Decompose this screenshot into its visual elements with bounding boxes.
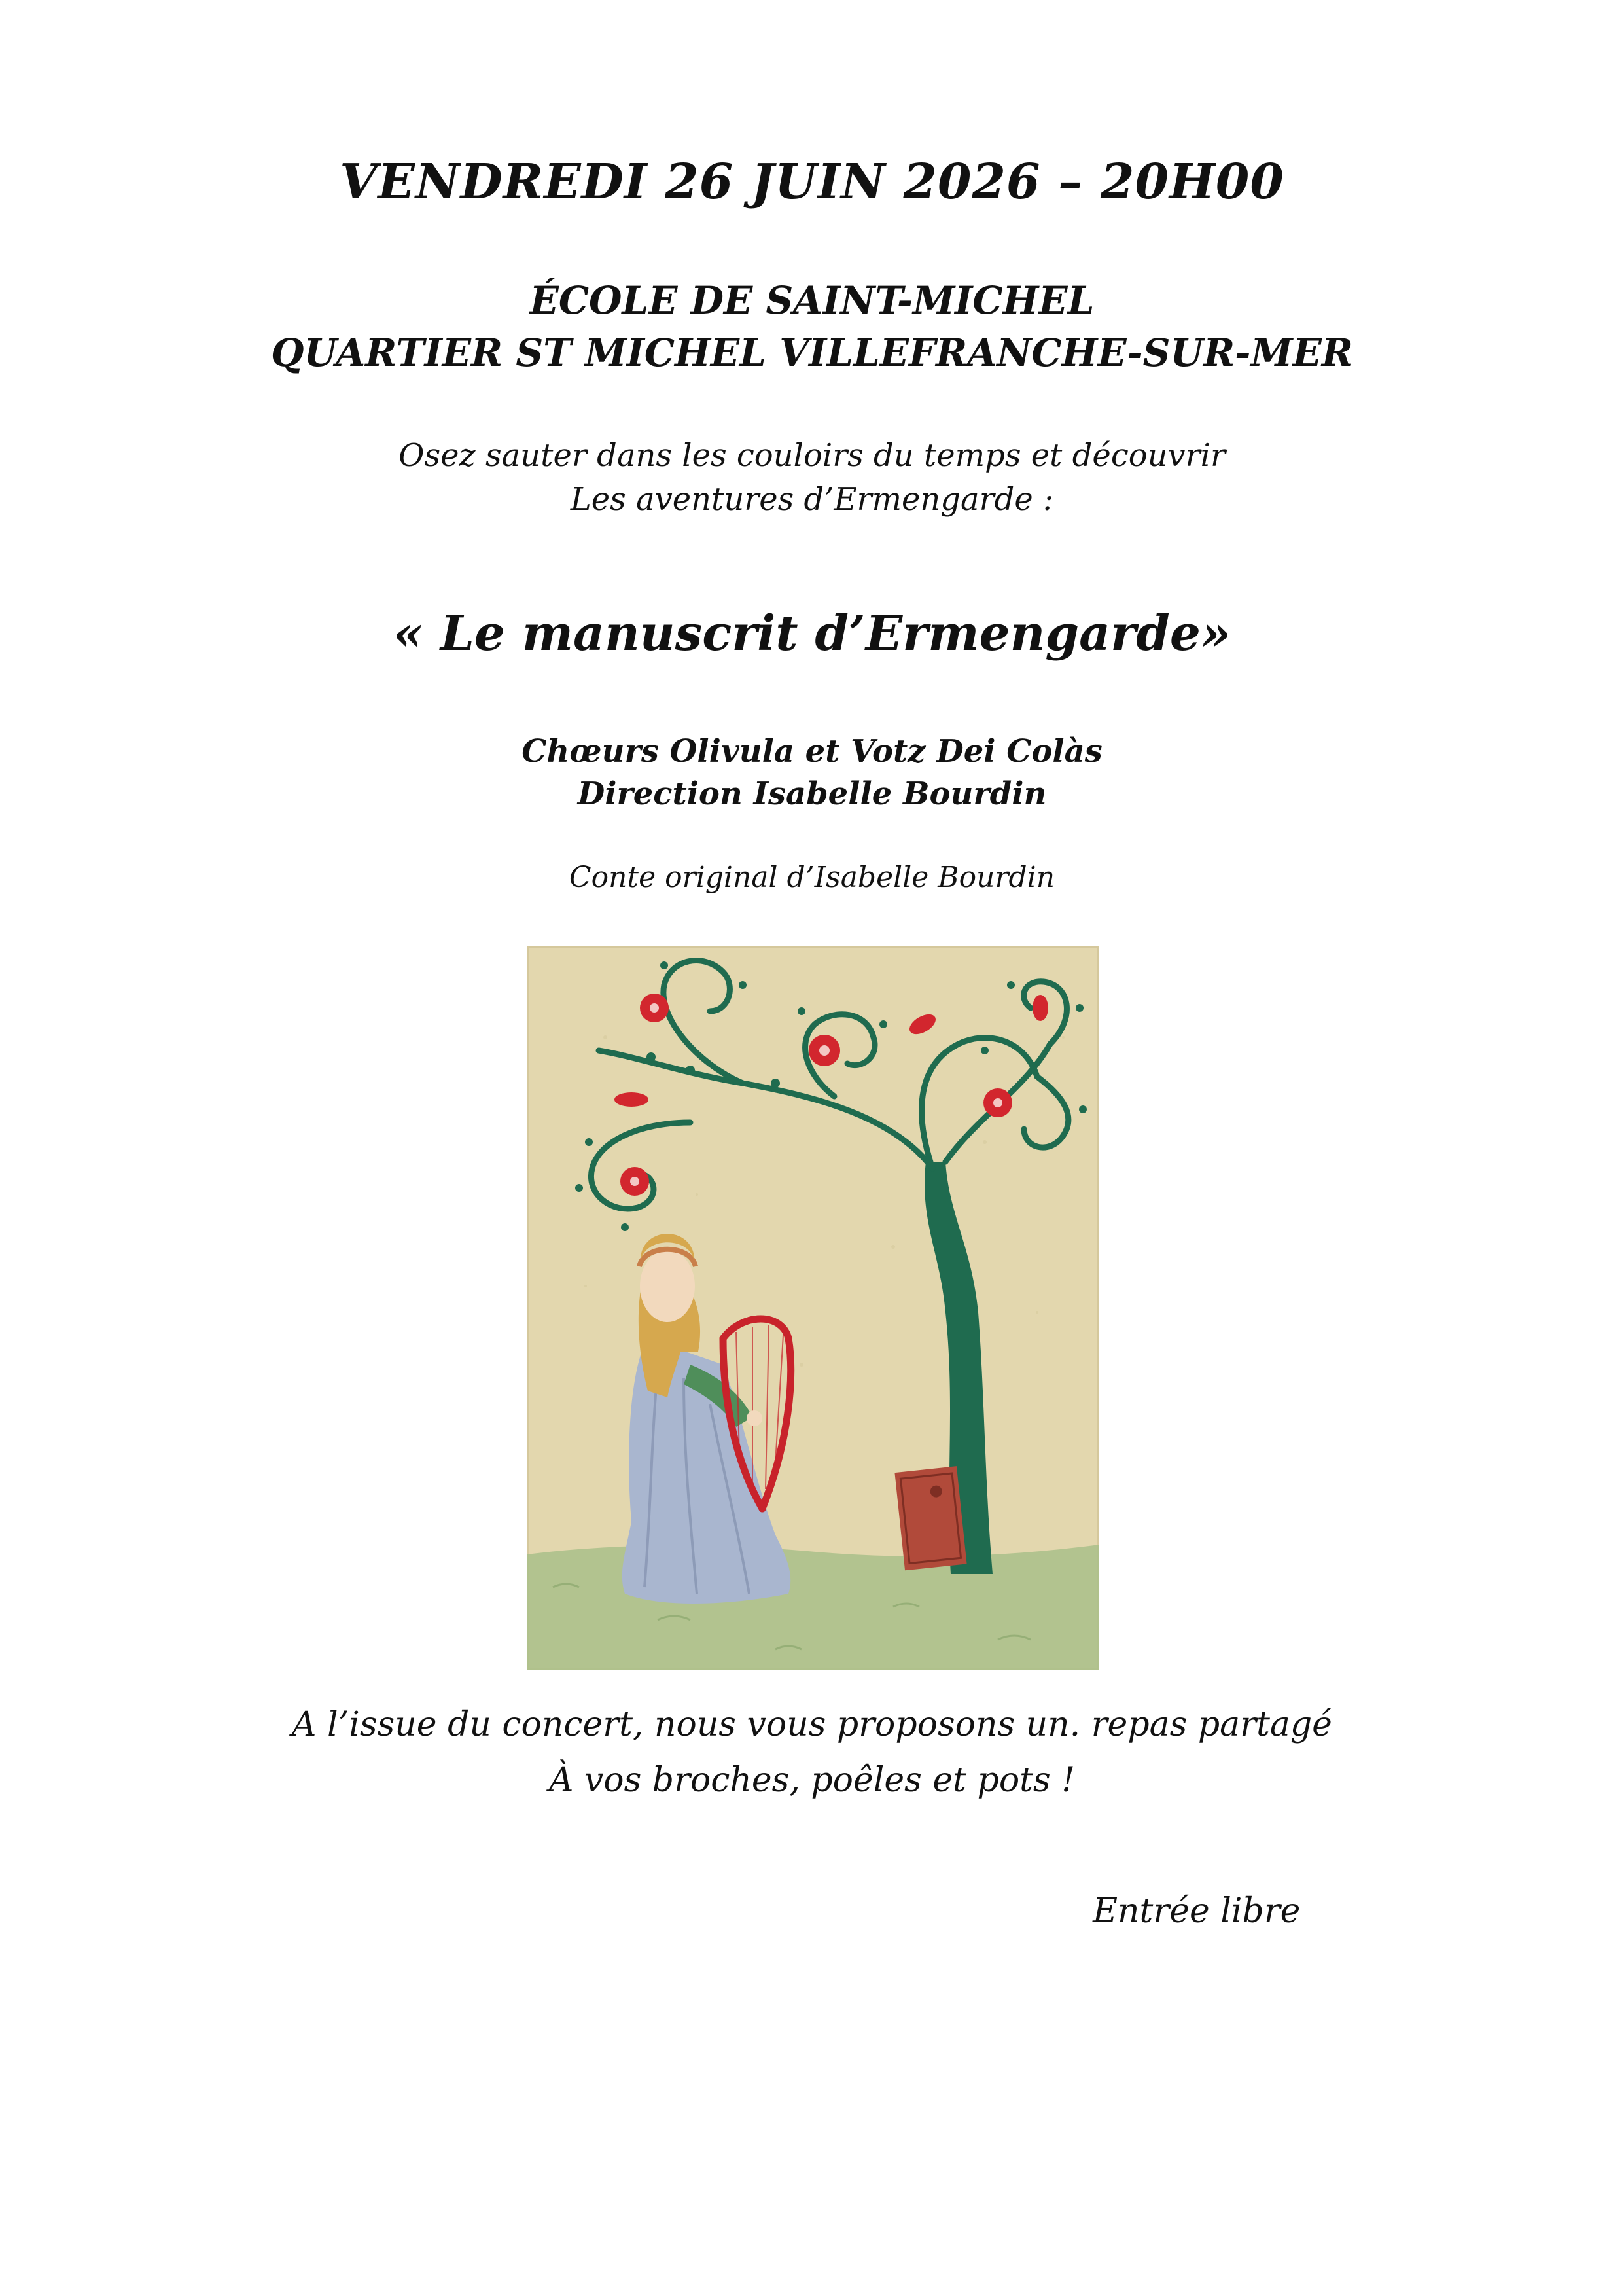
author-credit: Conte original d’Isabelle Bourdin	[569, 861, 1055, 894]
event-date: VENDREDI 26 JUIN 2026 – 20H00	[340, 154, 1284, 210]
harpist-under-tree-illustration	[527, 946, 1099, 1670]
venue-address: QUARTIER ST MICHEL VILLEFRANCHE-SUR-MER	[270, 331, 1354, 375]
direction-credit: Direction Isabelle Bourdin	[577, 776, 1047, 812]
venue-name: ÉCOLE DE SAINT-MICHEL	[529, 278, 1095, 323]
meal-tagline: À vos broches, poêles et pots !	[548, 1761, 1076, 1800]
choirs-credit: Chœurs Olivula et Votz Dei Colàs	[521, 733, 1103, 770]
meal-announcement: A l’issue du concert, nous vous proposons un. repas partagé	[292, 1705, 1332, 1744]
intro-line-2: Les aventures d’Ermengarde :	[570, 481, 1054, 518]
free-entry-note: Entrée libre	[1093, 1892, 1301, 1931]
intro-line-1: Osez sauter dans les couloirs du temps et découvrir	[398, 437, 1226, 474]
show-title: « Le manuscrit d’Ermengarde»	[393, 605, 1231, 662]
